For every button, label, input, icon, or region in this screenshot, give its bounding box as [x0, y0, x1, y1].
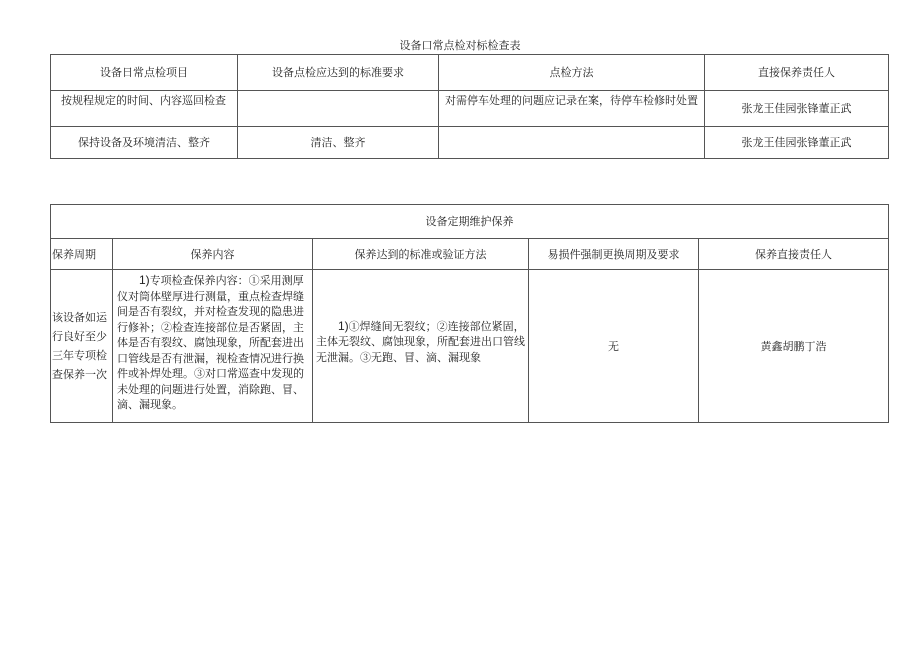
header-content: 保养内容 — [113, 239, 313, 270]
maintenance-standard-cell — [313, 270, 529, 423]
standard-item-number: 1) — [338, 318, 349, 333]
table-header-row — [51, 55, 889, 91]
table-row — [51, 91, 889, 127]
table-row — [51, 270, 889, 423]
periodic-maintenance-table — [50, 204, 889, 423]
inspection-item-cell: 按规程规定的时间、内容巡回检查 — [51, 91, 238, 127]
header-standard: 设备点检应达到的标准要求 — [238, 55, 439, 91]
maintenance-content-cell — [113, 270, 313, 423]
header-spare-parts: 易损件强制更换周期及要求 — [529, 239, 699, 270]
maintenance-period-cell: 该设备如运行良好至少三年专项检查保养一次 — [51, 270, 113, 423]
content-item-number: 1) — [139, 273, 150, 287]
checklist-title: 设备口常点检对标检查表 — [399, 39, 521, 52]
standard-text: ①焊缝间无裂纹；②连接部位紧固，主体无裂纹、腐蚀现象，所配套进出口管线无泄漏。③无跑、冒、滴、漏现象 — [316, 319, 525, 364]
header-standard: 保养达到的标准或验证方法 — [313, 239, 529, 270]
method-cell: 对需停车处理的问题应记录在案，待停车检修时处置 — [439, 91, 705, 127]
table-row — [51, 127, 889, 159]
content-text: 专项检查保养内容：①采用测厚仪对筒体壁厚进行测量，重点检查焊缝间是否有裂纹，并对检查发现的隐患进行修补；②检查连接部位是否紧固，主体是否有裂纹、腐蚀现象，所配套进出口管线是否有泄漏，视检查情况进行换件或补焊处理。③对口常巡查中发现的未处理的问题进行处置，消除跑、冒、滴、漏现象。 — [117, 274, 304, 411]
maintenance-person-cell: 黄鑫胡鹏丁浩 — [699, 270, 889, 423]
daily-inspection-table — [50, 54, 889, 159]
method-cell — [439, 127, 705, 159]
header-period: 保养周期 — [51, 239, 113, 270]
table-title-row — [51, 205, 889, 239]
header-inspection-item: 设备日常点检项目 — [51, 55, 238, 91]
spare-parts-cell: 无 — [529, 270, 699, 423]
person-cell: 张龙王佳园张锋董正武 — [705, 91, 889, 127]
header-responsible-person: 保养直接责任人 — [699, 239, 889, 270]
standard-cell — [238, 91, 439, 127]
maintenance-title: 设备定期维护保养 — [51, 205, 889, 239]
person-cell: 张龙王佳园张锋董正武 — [705, 127, 889, 159]
header-method: 点检方法 — [439, 55, 705, 91]
table-header-row — [51, 239, 889, 270]
standard-cell: 清洁、整齐 — [238, 127, 439, 159]
inspection-item-cell: 保持设备及环境清洁、整齐 — [51, 127, 238, 159]
header-responsible-person: 直接保养责任人 — [705, 55, 889, 91]
